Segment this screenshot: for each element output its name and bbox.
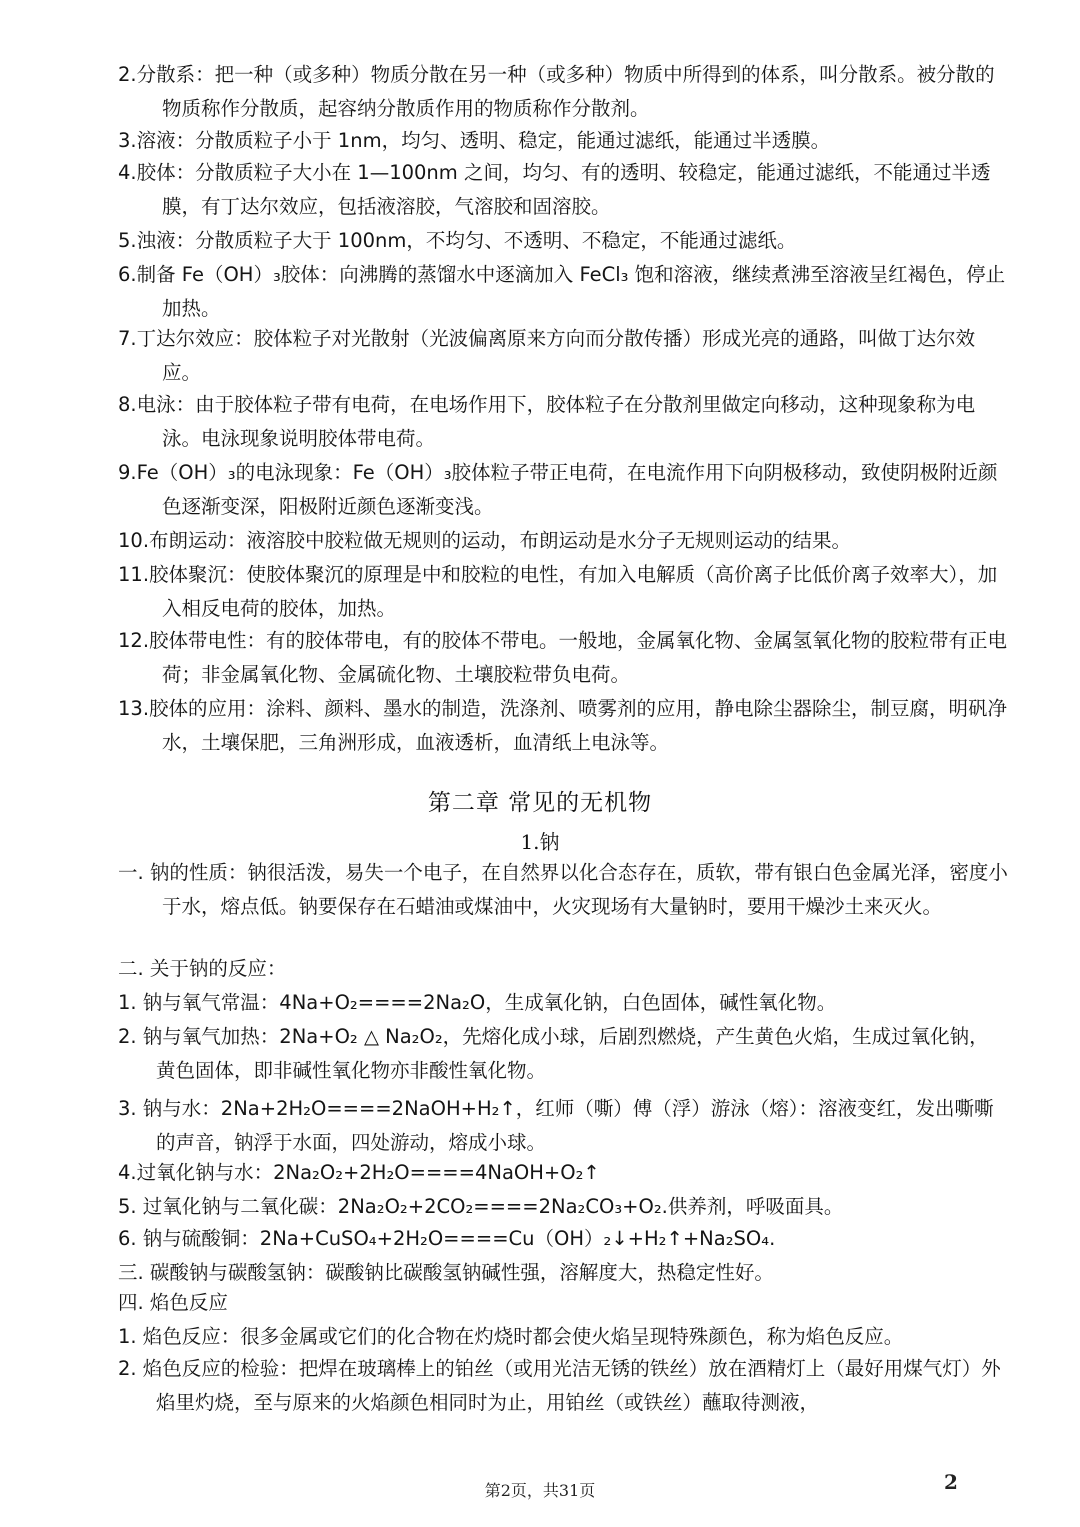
list-item: 11.胶体聚沉：使胶体聚沉的原理是中和胶粒的电性，有加入电解质（高价离子比低价离子效率大），加入相反电荷的胶体，加热。 <box>118 563 998 620</box>
list-item: 三. 碳酸钠与碳酸氢钠：碳酸钠比碳酸氢钠碱性强，溶解度大，热稳定性好。 <box>118 1261 774 1284</box>
list-item: 5. 过氧化钠与二氧化碳：2Na₂O₂+2CO₂====2Na₂CO₃+O₂.供养剂，呼吸面具。 <box>118 1195 844 1218</box>
list-item: 1. 钠与氧气常温：4Na+O₂====2Na₂O，生成氧化钠，白色固体，碱性氧化物。 <box>118 991 837 1014</box>
section-title: 1.钠 <box>520 830 560 854</box>
chapter-title: 第二章 常见的无机物 <box>427 790 653 816</box>
list-item: 12.胶体带电性：有的胶体带电，有的胶体不带电。一般地，金属氧化物、金属氢氧化物的胶粒带有正电荷；非金属氧化物、金属硫化物、土壤胶粒带负电荷。 <box>118 629 1008 686</box>
list-item: 二. 关于钠的反应： <box>118 957 287 980</box>
page-footer-label: 第2页，共31页 <box>484 1481 596 1500</box>
list-item: 1. 焰色反应：很多金属或它们的化合物在灼烧时都会使火焰呈现特殊颜色，称为焰色反应。 <box>118 1325 904 1348</box>
list-item: 9.Fe（OH）₃的电泳现象：Fe（OH）₃胶体粒子带正电荷，在电流作用下向阴极移动，致使阴极附近颜色逐渐变深，阳极附近颜色逐渐变浅。 <box>118 461 998 518</box>
list-item: 13.胶体的应用：涂料、颜料、墨水的制造，洗涤剂、喷雾剂的应用，静电除尘器除尘，制豆腐，明矾净水，土壤保肥，三角洲形成，血液透析，血清纸上电泳等。 <box>118 697 1008 754</box>
list-item: 6.制备 Fe（OH）₃胶体：向沸腾的蒸馏水中逐滴加入 FeCl₃ 饱和溶液，继续煮沸至溶液呈红褐色，停止加热。 <box>118 263 1006 320</box>
list-item: 一. 钠的性质：钠很活泼，易失一个电子，在自然界以化合态存在，质软，带有银白色金属光泽，密度小于水，熔点低。钠要保存在石蜡油或煤油中，火灾现场有大量钠时，要用干燥沙土来灭火。 <box>118 861 1008 918</box>
list-item: 10.布朗运动：液溶胶中胶粒做无规则的运动，布朗运动是水分子无规则运动的结果。 <box>118 529 852 552</box>
list-item: 4.胶体：分散质粒子大小在 1—100nm 之间，均匀、有的透明、较稳定，能通过滤纸，不能通过半透膜，有丁达尔效应，包括液溶胶，气溶胶和固溶胶。 <box>118 161 991 218</box>
list-item: 8.电泳：由于胶体粒子带有电荷，在电场作用下，胶体粒子在分散剂里做定向移动，这种现象称为电泳。电泳现象说明胶体带电荷。 <box>118 393 976 450</box>
list-item: 4.过氧化钠与水：2Na₂O₂+2H₂O====4NaOH+O₂↑ <box>118 1161 600 1184</box>
list-item: 2. 焰色反应的检验：把焊在玻璃棒上的铂丝（或用光洁无锈的铁丝）放在酒精灯上（最好用煤气灯）外焰里灼烧，至与原来的火焰颜色相同时为止，用铂丝（或铁丝）蘸取待测液， <box>118 1357 1001 1414</box>
list-item: 四. 焰色反应 <box>118 1291 228 1314</box>
list-item: 2. 钠与氧气加热：2Na+O₂ △ Na₂O₂，先熔化成小球，后剧烈燃烧，产生黄色火焰，生成过氧化钠，黄色固体，即非碱性氧化物亦非酸性氧化物。 <box>118 1025 989 1082</box>
list-item: 2.分散系：把一种（或多种）物质分散在另一种（或多种）物质中所得到的体系，叫分散系。被分散的物质称作分散质，起容纳分散质作用的物质称作分散剂。 <box>118 63 995 120</box>
list-item: 7.丁达尔效应：胶体粒子对光散射（光波偏离原来方向而分散传播）形成光亮的通路，叫做丁达尔效应。 <box>118 327 976 384</box>
list-item: 3.溶液：分散质粒子小于 1nm，均匀、透明、稳定，能通过滤纸，能通过半透膜。 <box>118 129 831 152</box>
list-item: 5.浊液：分散质粒子大于 100nm，不均匀、不透明、不稳定，不能通过滤纸。 <box>118 229 797 252</box>
list-item: 3. 钠与水：2Na+2H₂O====2NaOH+H₂↑，红师（嘶）傅（浮）游泳（熔）：溶液变红，发出嘶嘶的声音，钠浮于水面，四处游动，熔成小球。 <box>118 1097 994 1154</box>
list-item: 6. 钠与硫酸铜：2Na+CuSO₄+2H₂O====Cu（OH）₂↓+H₂↑+Na₂SO₄. <box>118 1227 776 1250</box>
page-number: 2 <box>944 1470 958 1494</box>
